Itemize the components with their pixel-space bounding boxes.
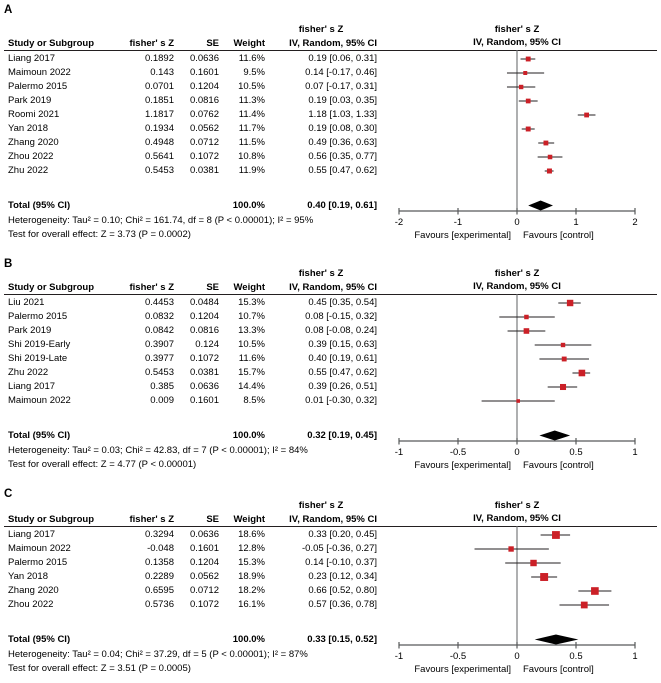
study-row [0, 380, 377, 394]
se-value: 0.0381 [189, 367, 219, 378]
weight-value: 10.8% [238, 151, 265, 162]
weight-value: 16.1% [238, 599, 265, 610]
axis-tick-label: 0 [514, 447, 520, 458]
effect-square [526, 127, 531, 132]
effect-square [552, 531, 560, 539]
study-row [0, 150, 377, 164]
column-header-ci: IV, Random, 95% CI [289, 514, 377, 525]
study-row [0, 80, 377, 94]
ci-text: 1.18 [1.03, 1.33] [308, 109, 377, 120]
effect-value: 0.4453 [144, 297, 174, 308]
study-name: Yan 2018 [8, 571, 48, 582]
weight-value: 11.5% [238, 137, 265, 148]
ci-text: 0.66 [0.52, 0.80] [308, 585, 377, 596]
weight-value: 15.3% [238, 557, 265, 568]
effect-value: 0.1892 [144, 53, 174, 64]
plot-column-header-ci: IV, Random, 95% CI [473, 281, 561, 292]
se-value: 0.1204 [189, 81, 219, 92]
weight-value: 11.9% [238, 165, 265, 176]
weight-value: 11.6% [238, 353, 265, 364]
effect-value: 0.6595 [144, 585, 174, 596]
effect-value: 0.0701 [144, 81, 174, 92]
study-name: Zhang 2020 [8, 137, 59, 148]
effect-square [508, 546, 513, 551]
ci-text: 0.14 [-0.17, 0.46] [305, 67, 377, 78]
effect-value: 0.3294 [144, 529, 174, 540]
favours-left-label: Favours [experimental] [414, 460, 511, 471]
column-header-se: SE [206, 282, 219, 293]
axis-tick-label: 0.5 [569, 447, 583, 458]
overall-effect-text: Test for overall effect: Z = 4.77 (P < 0.00001) [8, 459, 197, 470]
column-header-study: Study or Subgroup [8, 514, 95, 525]
effect-square [524, 328, 530, 334]
effect-square [548, 155, 553, 160]
heterogeneity-text: Heterogeneity: Tau² = 0.04; Chi² = 37.29, df = 5 (P < 0.00001); I² = 87% [8, 649, 308, 660]
effect-value: 0.1358 [144, 557, 174, 568]
summary-diamond [535, 635, 579, 645]
study-name: Liang 2017 [8, 53, 56, 64]
ci-text: -0.05 [-0.36, 0.27] [302, 543, 377, 554]
weight-value: 15.3% [238, 297, 265, 308]
study-name: Maimoun 2022 [8, 543, 71, 554]
ci-text: 0.14 [-0.10, 0.37] [305, 557, 377, 568]
column-header-se: SE [206, 514, 219, 525]
overall-effect-text: Test for overall effect: Z = 3.51 (P = 0.0005) [8, 663, 191, 674]
study-name: Roomi 2021 [8, 109, 60, 120]
plot-group-header-effect: fisher' s Z [494, 500, 540, 511]
se-value: 0.0562 [189, 571, 219, 582]
se-value: 0.1072 [189, 353, 219, 364]
study-row [0, 598, 377, 612]
effect-value: 0.5736 [144, 599, 174, 610]
study-name: Maimoun 2022 [8, 67, 71, 78]
weight-value: 11.3% [238, 95, 265, 106]
study-row [0, 556, 377, 570]
study-row [0, 108, 377, 122]
weight-value: 9.5% [243, 67, 265, 78]
total-se [174, 633, 219, 647]
weight-value: 11.4% [238, 109, 265, 120]
se-value: 0.0712 [189, 137, 219, 148]
study-name: Yan 2018 [8, 123, 48, 134]
panel-B [0, 246, 661, 475]
column-header-weight: Weight [233, 514, 265, 525]
study-row [0, 570, 377, 584]
axis-tick-label: 0 [514, 217, 520, 228]
se-value: 0.0636 [189, 53, 219, 64]
se-value: 0.0636 [189, 381, 219, 392]
ci-text: 0.08 [-0.08, 0.24] [305, 325, 377, 336]
column-group-header-effect: fisher' s Z [298, 24, 344, 35]
summary-diamond [528, 201, 553, 211]
se-value: 0.0816 [189, 325, 219, 336]
study-name: Zhang 2020 [8, 585, 59, 596]
forest-plot-svg [386, 246, 658, 475]
total-effect [120, 429, 174, 443]
effect-value: 0.0842 [144, 325, 174, 336]
total-ci-text: 0.32 [0.19, 0.45] [307, 430, 377, 441]
effect-value: 0.0832 [144, 311, 174, 322]
se-value: 0.0712 [189, 585, 219, 596]
weight-value: 13.3% [238, 325, 265, 336]
column-header-effect: fisher' s Z [129, 38, 174, 49]
column-group-header-effect: fisher' s Z [298, 500, 344, 511]
forest-plot-svg [386, 478, 658, 679]
axis-tick-label: -0.5 [449, 651, 467, 662]
study-row [0, 394, 377, 408]
ci-text: 0.39 [0.15, 0.63] [308, 339, 377, 350]
weight-value: 10.5% [238, 81, 265, 92]
effect-value: 0.1851 [144, 95, 174, 106]
study-name: Park 2019 [8, 325, 52, 336]
study-row [0, 296, 377, 310]
ci-text: 0.23 [0.12, 0.34] [308, 571, 377, 582]
panel-label: C [4, 488, 13, 500]
plot-group-header-effect: fisher' s Z [494, 268, 540, 279]
study-row [0, 52, 377, 66]
heterogeneity-text: Heterogeneity: Tau² = 0.10; Chi² = 161.74, df = 8 (P < 0.00001); I² = 95% [8, 215, 314, 226]
effect-value: -0.048 [147, 543, 174, 554]
column-header-ci: IV, Random, 95% CI [289, 38, 377, 49]
effect-value: 0.5453 [144, 165, 174, 176]
effect-value: 0.1934 [144, 123, 174, 134]
study-row [0, 338, 377, 352]
ci-text: 0.19 [0.08, 0.30] [308, 123, 377, 134]
study-row [0, 584, 377, 598]
favours-left-label: Favours [experimental] [414, 664, 511, 675]
total-row [0, 633, 377, 647]
weight-value: 15.7% [238, 367, 265, 378]
effect-square [562, 357, 567, 362]
axis-tick-label: -0.5 [449, 447, 467, 458]
total-effect [120, 633, 174, 647]
total-row [0, 199, 377, 213]
column-header-se: SE [206, 38, 219, 49]
study-name: Maimoun 2022 [8, 395, 71, 406]
axis-tick-label: -1 [394, 447, 404, 458]
weight-value: 14.4% [238, 381, 265, 392]
study-row [0, 542, 377, 556]
se-value: 0.1072 [189, 151, 219, 162]
plot-column-header-ci: IV, Random, 95% CI [473, 513, 561, 524]
effect-value: 0.385 [150, 381, 174, 392]
effect-square [561, 343, 565, 347]
column-header-row [0, 513, 377, 527]
se-value: 0.1601 [189, 543, 219, 554]
axis-tick-label: 1 [573, 217, 579, 228]
heterogeneity-text: Heterogeneity: Tau² = 0.03; Chi² = 42.83, df = 7 (P < 0.00001); I² = 84% [8, 445, 308, 456]
effect-value: 0.4948 [144, 137, 174, 148]
favours-right-label: Favours [control] [523, 230, 594, 241]
study-row [0, 66, 377, 80]
effect-square [547, 169, 552, 174]
ci-text: 0.56 [0.35, 0.77] [308, 151, 377, 162]
panel-label: B [4, 258, 13, 270]
effect-square [530, 560, 536, 566]
total-ci-text: 0.33 [0.15, 0.52] [307, 634, 377, 645]
weight-value: 18.6% [238, 529, 265, 540]
favours-right-label: Favours [control] [523, 460, 594, 471]
axis-tick-label: 0 [514, 651, 520, 662]
total-row [0, 429, 377, 443]
weight-value: 12.8% [238, 543, 265, 554]
effect-square [526, 99, 531, 104]
effect-value: 1.1817 [144, 109, 174, 120]
effect-square [526, 57, 531, 62]
ci-text: 0.07 [-0.17, 0.31] [305, 81, 377, 92]
effect-square [560, 384, 566, 390]
overall-effect-text: Test for overall effect: Z = 3.73 (P = 0.0002) [8, 229, 191, 240]
column-header-row [0, 281, 377, 295]
effect-square [581, 602, 588, 609]
effect-square [579, 370, 586, 377]
weight-value: 18.9% [238, 571, 265, 582]
column-header-weight: Weight [233, 282, 265, 293]
effect-value: 0.2289 [144, 571, 174, 582]
axis-tick-label: 2 [632, 217, 638, 228]
weight-value: 8.5% [243, 395, 265, 406]
total-label: Total (95% CI) [8, 200, 71, 211]
total-ci-text: 0.40 [0.19, 0.61] [307, 200, 377, 211]
ci-text: 0.33 [0.20, 0.45] [308, 529, 377, 540]
axis-tick-label: -2 [394, 217, 404, 228]
effect-value: 0.009 [150, 395, 174, 406]
weight-value: 18.2% [238, 585, 265, 596]
effect-square [543, 141, 548, 146]
study-name: Liu 2021 [8, 297, 45, 308]
study-row [0, 324, 377, 338]
effect-value: 0.3977 [144, 353, 174, 364]
panel-A [0, 2, 661, 245]
axis-tick-label: 0.5 [569, 651, 583, 662]
study-name: Zhou 2022 [8, 151, 54, 162]
ci-text: 0.19 [0.03, 0.35] [308, 95, 377, 106]
effect-square [524, 315, 528, 319]
column-header-weight: Weight [233, 38, 265, 49]
se-value: 0.124 [195, 339, 219, 350]
se-value: 0.0762 [189, 109, 219, 120]
effect-value: 0.5641 [144, 151, 174, 162]
total-weight: 100.0% [232, 634, 265, 645]
summary-diamond [539, 431, 570, 441]
weight-value: 11.7% [238, 123, 265, 134]
study-name: Palermo 2015 [8, 311, 68, 322]
study-name: Zhu 2022 [8, 367, 49, 378]
se-value: 0.0381 [189, 165, 219, 176]
plot-group-header-effect: fisher' s Z [494, 24, 540, 35]
weight-value: 10.7% [238, 311, 265, 322]
total-se [174, 429, 219, 443]
study-row [0, 528, 377, 542]
ci-text: 0.01 [-0.30, 0.32] [305, 395, 377, 406]
effect-square [523, 71, 527, 75]
study-row [0, 122, 377, 136]
column-header-study: Study or Subgroup [8, 282, 95, 293]
study-name: Liang 2017 [8, 381, 56, 392]
se-value: 0.1601 [189, 67, 219, 78]
ci-text: 0.40 [0.19, 0.61] [308, 353, 377, 364]
total-se [174, 199, 219, 213]
panel-C [0, 478, 661, 679]
total-effect [120, 199, 174, 213]
total-label: Total (95% CI) [8, 430, 71, 441]
effect-square [516, 399, 520, 403]
weight-value: 10.5% [238, 339, 265, 350]
axis-tick-label: 1 [632, 651, 638, 662]
se-value: 0.1601 [189, 395, 219, 406]
study-name: Shi 2019-Early [8, 339, 71, 350]
favours-right-label: Favours [control] [523, 664, 594, 675]
se-value: 0.1204 [189, 311, 219, 322]
se-value: 0.0562 [189, 123, 219, 134]
study-row [0, 164, 377, 178]
effect-square [584, 113, 589, 118]
total-weight: 100.0% [232, 430, 265, 441]
effect-value: 0.5453 [144, 367, 174, 378]
ci-text: 0.49 [0.36, 0.63] [308, 137, 377, 148]
study-name: Zhu 2022 [8, 165, 49, 176]
ci-text: 0.39 [0.26, 0.51] [308, 381, 377, 392]
study-name: Palermo 2015 [8, 81, 68, 92]
plot-column-header-ci: IV, Random, 95% CI [473, 37, 561, 48]
forest-plot-svg [386, 2, 658, 245]
study-name: Liang 2017 [8, 529, 56, 540]
study-name: Zhou 2022 [8, 599, 54, 610]
column-header-row [0, 37, 377, 51]
effect-square [540, 573, 548, 581]
study-row [0, 310, 377, 324]
total-label: Total (95% CI) [8, 634, 71, 645]
study-row [0, 352, 377, 366]
effect-value: 0.143 [150, 67, 174, 78]
ci-text: 0.45 [0.35, 0.54] [308, 297, 377, 308]
weight-value: 11.6% [238, 53, 265, 64]
favours-left-label: Favours [experimental] [414, 230, 511, 241]
axis-tick-label: -1 [453, 217, 463, 228]
axis-tick-label: -1 [394, 651, 404, 662]
effect-value: 0.3907 [144, 339, 174, 350]
column-header-study: Study or Subgroup [8, 38, 95, 49]
column-header-effect: fisher' s Z [129, 514, 174, 525]
ci-text: 0.08 [-0.15, 0.32] [305, 311, 377, 322]
column-header-ci: IV, Random, 95% CI [289, 282, 377, 293]
se-value: 0.1072 [189, 599, 219, 610]
se-value: 0.0484 [189, 297, 219, 308]
panel-label: A [4, 4, 13, 16]
se-value: 0.0636 [189, 529, 219, 540]
study-name: Palermo 2015 [8, 557, 68, 568]
se-value: 0.1204 [189, 557, 219, 568]
ci-text: 0.55 [0.47, 0.62] [308, 367, 377, 378]
study-row [0, 366, 377, 380]
study-name: Shi 2019-Late [8, 353, 68, 364]
effect-square [519, 85, 523, 89]
effect-square [567, 300, 573, 306]
ci-text: 0.57 [0.36, 0.78] [308, 599, 377, 610]
study-row [0, 94, 377, 108]
total-weight: 100.0% [232, 200, 265, 211]
study-name: Park 2019 [8, 95, 52, 106]
ci-text: 0.55 [0.47, 0.62] [308, 165, 377, 176]
axis-tick-label: 1 [632, 447, 638, 458]
study-row [0, 136, 377, 150]
effect-square [591, 587, 599, 595]
column-header-effect: fisher' s Z [129, 282, 174, 293]
se-value: 0.0816 [189, 95, 219, 106]
column-group-header-effect: fisher' s Z [298, 268, 344, 279]
ci-text: 0.19 [0.06, 0.31] [308, 53, 377, 64]
